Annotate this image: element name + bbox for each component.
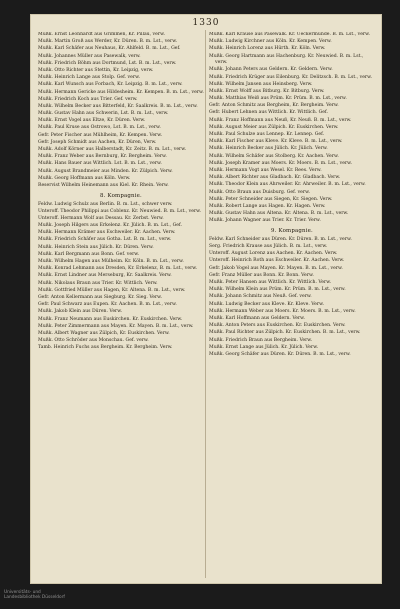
watermark-line-1: Universitäts- und (4, 589, 41, 595)
list-entry: Mußk. Franz Weber aus Bernburg, Kr. Bergheim. Verw. (38, 154, 167, 160)
list-entry: Reservist Wilhelm Heinemann aus Kiel. Kr. Rhein. Verw. (38, 182, 169, 188)
list-entry: Mußk. Hermann Weber aus Moers. Kr. Moers. B. m. Lst., verw. (209, 308, 356, 314)
list-entry: Mußk. Jakob Klein aus Düren. Verw. (38, 309, 123, 315)
list-entry: Mußk. Georg Hartmann aus Hachenburg. Kr. Neuwied. B. m. Lst., verw. (209, 53, 364, 66)
list-entry: Mußk. Ernst Lange aus Jülich. Kr. Jülich. Verw. (209, 344, 319, 350)
list-entry: Mußk. Johann Schmitz aus Neuß. Gef. verw. (209, 294, 312, 300)
list-entry: Unteroff. Heinrich Roth aus Eschweiler. Kr. Aachen. Verw. (209, 258, 345, 264)
list-entry: Mußk. Peter Zimmermann aus Mayen. Kr. Mayen. B. m. Lst., verw. (38, 323, 194, 329)
list-entry: Mußk. Heinrich Becker aus Jülich. Kr. Jülich. Verw. (209, 146, 328, 152)
list-entry: Mußk. Hermann Vogt aus Wesel. Kr. Rees. Verw. (209, 167, 322, 173)
list-entry: Mußk. Ludwig Becker aus Kleve. Kr. Kleve. Verw. (209, 301, 324, 307)
list-entry: Mußk. Ernst Leonhardt aus Grimmen, Kr. Pillau, verw. (38, 32, 165, 37)
list-entry: Mußk. August Brandmeier aus Minden. Kr. Zülpich. Verw. (38, 168, 173, 174)
list-entry: Gefr. Jakob Vogel aus Mayen. Kr. Mayen. B. m. Lst., verw. (209, 265, 343, 271)
list-entry: Mußk. Friedrich Braun aus Bergheim. Verw. (209, 337, 313, 343)
list-entry: Gefr. Paul Schwarz aus Eupen. Kr. Aachen. B. m. Lst., verw. (38, 302, 177, 308)
list-entry: Mußk. Franz Hoffmann aus Neuß, Kr. Neuß. B. m. Lst., verw. (209, 117, 352, 123)
list-entry: Mußk. Robert Lange aus Hagen. Kr. Hagen. Verw. (209, 203, 326, 209)
list-entry: Tamb. Heinrich Fuchs aus Bergheim. Kr. Bergheim. Verw. (38, 345, 173, 351)
list-entry: Mußk. Otto Richter aus Stettin, Kr. Leipzig, verw. (38, 67, 154, 73)
list-entry: Mußk. Ludwig Kirchner aus Köln. Kr. Kempen. Verw. (209, 39, 332, 45)
list-entry: Feldw. Ludwig Schulz aus Berlin. B. m. Lst., schwer verw. (38, 201, 173, 207)
list-entry: Mußk. Ernst Vogel aus Eltze, Kr. Düren. Verw. (38, 118, 146, 124)
list-entry: Gefr. Franz Müller aus Bonn. Kr. Bonn. Verw. (209, 272, 314, 278)
left-column (38, 32, 204, 580)
list-entry: Mußk. Johann Wagner aus Trier. Kr. Trier. Verw. (209, 218, 321, 224)
list-entry: Mußk. August Meier aus Zülpich. Kr. Euskirchen. Verw. (209, 124, 339, 130)
list-entry: Gefr. Peter Fischer aus Mühlheim, Kr. Kempen. Verw. (38, 132, 163, 138)
list-entry: Mußk. Karl Wunsch aus Forbach, Kr. Leipzig. B. m. Lst., verw. (38, 82, 183, 88)
list-entry: Mußk. Johann Peters aus Geldern. Kr. Geldern. Verw. (209, 67, 333, 73)
list-entry: Mußk. Paul Richter aus Zülpich. Kr. Euskirchen. B. m. Lst., verw. (209, 330, 361, 336)
list-entry: Mußk. Friedrich Krüger aus Eilenburg. Kr. Delitzsch. B. m. Lst., verw. (209, 74, 372, 80)
library-watermark (4, 590, 65, 601)
list-entry: Mußk. Heinrich Lange aus Stolp. Gef. verw. (38, 75, 140, 81)
list-entry: Unteroff. Hermann Wolf aus Dessau. Kr. Zerbst. Verw. (38, 215, 164, 221)
section-heading: 9. Kompagnie. (271, 227, 313, 234)
list-entry: Mußk. Wilhelm Hagen aus Mülheim. Kr. Köln. B. m. Lst., verw. (38, 259, 184, 265)
page-number: 1330 (192, 18, 220, 28)
watermark-line-2: Landesbibliothek Düsseldorf (4, 595, 65, 601)
list-entry: Mußk. Albert Richter aus Gladbach. Kr. Gladbach. Verw. (209, 175, 341, 181)
list-entry: Mußk. Friedrich Schäfer aus Gotha. Lst. B. m. Lst., verw. (38, 237, 172, 243)
list-entry: Mußk. Gustav Hahn aus Schwerin, Lst. B. m. Lst., verw. (38, 111, 169, 117)
list-entry: Mußk. Paul Kruse aus Ostrowo, Lst. B. m. Lst., verw. (38, 125, 161, 131)
section-heading: 8. Kompagnie. (100, 192, 142, 199)
list-entry: Mußk. Karl Schäfer aus Neuhaus, Kr. Ahlfeld. B. m. Lst., Gef. (38, 46, 181, 52)
column-divider (205, 30, 206, 578)
list-entry: Gefr. Joseph Schmidt aus Aachen, Kr. Düren, Verw. (38, 139, 157, 145)
list-entry: Mußk. Otto Braun aus Duisburg. Gef. verw. (209, 189, 310, 195)
list-entry: Mußk. Theodor Klein aus Ahrweiler. Kr. Ahrweiler. B. m. Lst., verw. (209, 182, 366, 188)
list-entry: Mußk. Peter Hansen aus Wittlich. Kr. Wittlich. Verw. (209, 280, 332, 285)
list-entry: Mußk. Joseph Kramer aus Moers. Kr. Moers. B. m. Lst., verw. (209, 160, 353, 166)
list-entry: Mußk. Wilhelm Schäfer aus Stolberg. Kr. Aachen. Verw. (209, 153, 339, 159)
list-entry: Mußk. Johannes Müller aus Pasewalk, verw. (38, 53, 141, 59)
list-entry: Unteroff. August Lorenz aus Aachen. Kr. Aachen. Verw. (209, 251, 338, 257)
list-entry: Mußk. Hermann Krämer aus Eschweiler. Kr. Aachen. Verw. (38, 230, 176, 236)
list-entry: Mußk. Heinrich Stein aus Jülich. Kr. Düren. Verw. (38, 244, 154, 250)
list-entry: Mußk. Karl Fischer aus Kleve. Kr. Kleve. B. m. Lst., verw. (209, 139, 343, 145)
list-entry: Serg. Friedrich Krause aus Jülich. B. m. Lst., verw. (209, 244, 328, 250)
list-entry: Mußk. Georg Hoffmann aus Köln. Verw. (38, 175, 131, 181)
list-entry: Mußk. Gustav Hahn aus Altena. Kr. Altena. B. m. Lst., verw. (209, 211, 349, 217)
list-entry: Mußk. Albert Wagner aus Zülpich, Kr. Euskirchen. Verw. (38, 330, 170, 336)
list-entry: Mußk. Matthias Weiß aus Prüm. Kr. Prüm. B. m. Lst., verw. (209, 96, 347, 102)
list-entry: Mußk. Ernst Lindner aus Merseburg, Kr. Saalkreis. Verw. (38, 273, 172, 279)
list-entry: Unteroff. Theodor Philippi aus Coblenz. Kr. Neuwied. B. m. Lst., verw. (38, 208, 202, 214)
list-entry: Mußk. Karl Krause aus Pasewalk. Kr. Ueckermünde. B. m. Lst., verw. (209, 32, 370, 37)
list-entry: Mußk. Wilhelm Klein aus Prüm. Kr. Prüm. B. m. Lst., verw. (209, 287, 346, 293)
list-entry: Gefr. Anton Kellermann aus Siegburg. Kr. Sieg. Verw. (38, 294, 162, 300)
list-entry: Mußk. Wilhelm Jansen aus Heinsberg. Verw. (209, 81, 313, 87)
list-entry: Mußk. Nikolaus Braun aus Trier. Kr. Wittlich. Verw. (38, 280, 158, 286)
list-entry: Mußk. Paul Schulze aus Lennep. Kr. Lennep. Gef. (209, 132, 325, 138)
right-column (209, 32, 375, 580)
list-entry: Mußk. Friedrich Koch aus Trier. Gef. verw. (38, 96, 138, 102)
list-entry: Feldw. Karl Schneider aus Düren. Kr. Düren. B. m. Lst., verw. (209, 236, 352, 242)
list-entry: Gefr. Hubert Lehnen aus Wittlich. Kr. Wittlich. Gef. (209, 110, 328, 116)
list-entry: Mußk. Ernst Wolff aus Bitburg. Kr. Bitburg. Verw. (209, 88, 325, 94)
list-entry: Mußk. Friedrich Böhm aus Dortmund, Lst. B. m. Lst., verw. (38, 60, 177, 66)
list-entry: Mußk. Martin Groß aus Werder, Kr. Düren. B. m. Lst., verw. (38, 39, 178, 45)
document-page (30, 14, 382, 584)
list-entry: Mußk. Otto Schröder aus Monschau. Gef. verw. (38, 338, 149, 344)
list-entry: Mußk. Karl Bergmann aus Bonn. Gef. verw. (38, 251, 140, 257)
list-entry: Mußk. Wilhelm Becker aus Bitterfeld, Kr. Saalkreis. B. m. Lst., verw. (38, 103, 198, 109)
list-entry: Mußk. Gottfried Müller aus Hagen, Kr. Altena. B. m. Lst., verw. (38, 287, 186, 293)
list-entry: Mußk. Karl Hoffmann aus Geldern. Verw. (209, 315, 306, 321)
list-entry: Mußk. Franz Neumann aus Euskirchen. Kr. Euskirchen. Verw. (38, 316, 183, 322)
list-entry: Mußk. Konrad Lehmann aus Dresden, Kr. Erkelenz, B. m. Lst., verw. (38, 266, 198, 272)
list-entry: Mußk. Hermann Gericke aus Hildesheim. Kr. Kempen. B. m. Lst., verw. (38, 89, 204, 95)
list-entry: Mußk. Heinrich Lorenz aus Hürth. Kr. Köln. Verw. (209, 46, 326, 52)
list-entry: Mußk. Anton Peters aus Euskirchen. Kr. Euskirchen. Verw. (209, 323, 346, 329)
list-entry: Gefr. Anton Schmitz aus Bergheim, Kr. Bergheim. Verw. (209, 103, 339, 109)
list-entry: Mußk. Joseph Hilgers aus Erkelenz. Kr. Jülich. B. m. Lst., Gef. (38, 223, 182, 229)
list-entry: Mußk. Georg Schäfer aus Düren. Kr. Düren. B. m. Lst., verw. (209, 351, 351, 357)
list-entry: Mußk. Peter Schneider aus Siegen, Kr. Siegen. Verw. (209, 196, 333, 202)
list-entry: Mußk. Hans Bauer aus Wittlich. Lst. B. m. Lst., verw. (38, 161, 162, 167)
list-entry: Mußk. Adolf Körner aus Halberstadt, Kr. Zeitz. B. m. Lst., verw. (38, 147, 187, 152)
